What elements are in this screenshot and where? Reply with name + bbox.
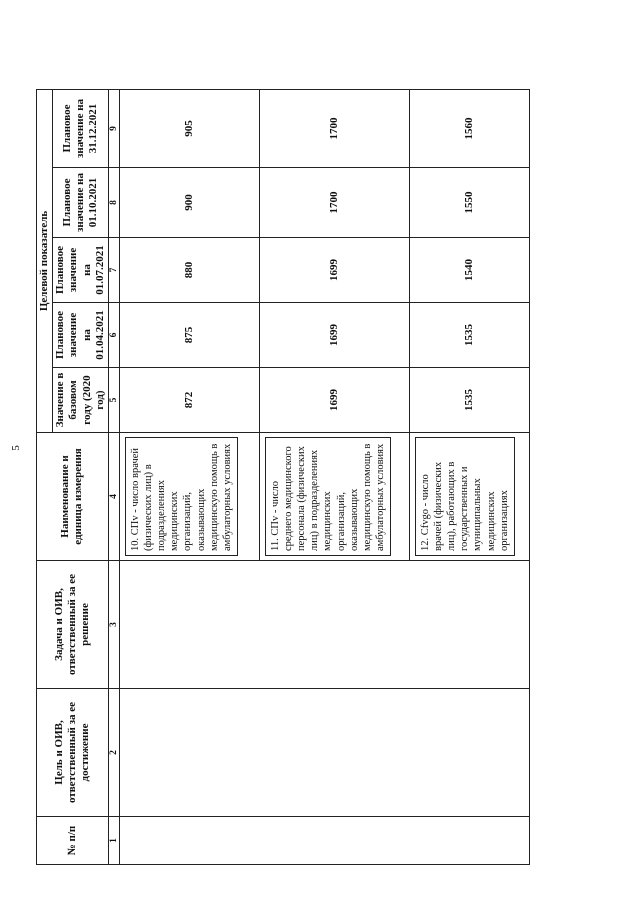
task-cell <box>409 561 529 689</box>
header-task: Задача и ОИВ, ответственный за ее решение <box>37 561 109 689</box>
indicator-name: 10. СПv - число врачей (физических лиц) в подразделениях медицинских организаций, оказывающих медицинскую помощь в амбулаторных условиях <box>125 437 238 556</box>
col-number: 7 <box>108 238 119 303</box>
goal-cell <box>259 689 409 817</box>
page-number: 5 <box>10 445 22 451</box>
q2-value: 1699 <box>259 238 409 303</box>
row-num-cell <box>409 817 529 865</box>
q1-value: 1699 <box>259 303 409 368</box>
indicators-table <box>36 89 530 865</box>
header-q2: Плановое значение на 01.07.2021 <box>53 238 109 303</box>
q2-value: 1540 <box>409 238 529 303</box>
indicator-name: 11. СПv - число среднего медицинского персонала (физических лиц) в подразделениях медицинских организаций, оказывающих медицинскую помощь в амбулаторных условиях <box>265 437 391 556</box>
indicator-name-cell <box>259 433 409 561</box>
col-number: 3 <box>108 561 119 689</box>
header-q3: Плановое значение на 01.10.2021 <box>53 168 109 238</box>
q2-value: 880 <box>119 238 259 303</box>
header-target: Целевой показатель <box>37 89 53 432</box>
q4-value: 1560 <box>409 89 529 167</box>
col-number: 9 <box>108 89 119 167</box>
indicator-name: 12. Cfvgo - число врачей (физических лиц), работающих в государственных и муниципальных медицинских организациях <box>415 437 515 556</box>
base-value: 1535 <box>409 368 529 433</box>
col-number: 1 <box>108 817 119 865</box>
q3-value: 900 <box>119 168 259 238</box>
col-number: 5 <box>108 368 119 433</box>
q1-value: 1535 <box>409 303 529 368</box>
task-cell <box>119 561 259 689</box>
header-goal: Цель и ОИВ, ответственный за ее достижение <box>37 689 109 817</box>
col-number: 6 <box>108 303 119 368</box>
q4-value: 1700 <box>259 89 409 167</box>
header-name: Наименование и единица измерения <box>37 433 109 561</box>
header-q4: Плановое значение на 31.12.2021 <box>53 89 109 167</box>
col-number: 2 <box>108 689 119 817</box>
row-num-cell <box>259 817 409 865</box>
row-num-cell <box>119 817 259 865</box>
base-value: 872 <box>119 368 259 433</box>
goal-cell <box>409 689 529 817</box>
task-cell <box>259 561 409 689</box>
q4-value: 905 <box>119 89 259 167</box>
header-num: № п/п <box>37 817 109 865</box>
header-base: Значение в базовом году (2020 год) <box>53 368 109 433</box>
indicator-name-cell <box>119 433 259 561</box>
indicator-name-cell <box>409 433 529 561</box>
col-number: 4 <box>108 433 119 561</box>
col-number: 8 <box>108 168 119 238</box>
q3-value: 1550 <box>409 168 529 238</box>
q1-value: 875 <box>119 303 259 368</box>
goal-cell <box>119 689 259 817</box>
header-q1: Плановое значение на 01.04.2021 <box>53 303 109 368</box>
base-value: 1699 <box>259 368 409 433</box>
q3-value: 1700 <box>259 168 409 238</box>
rotated-table-wrapper <box>36 90 530 865</box>
